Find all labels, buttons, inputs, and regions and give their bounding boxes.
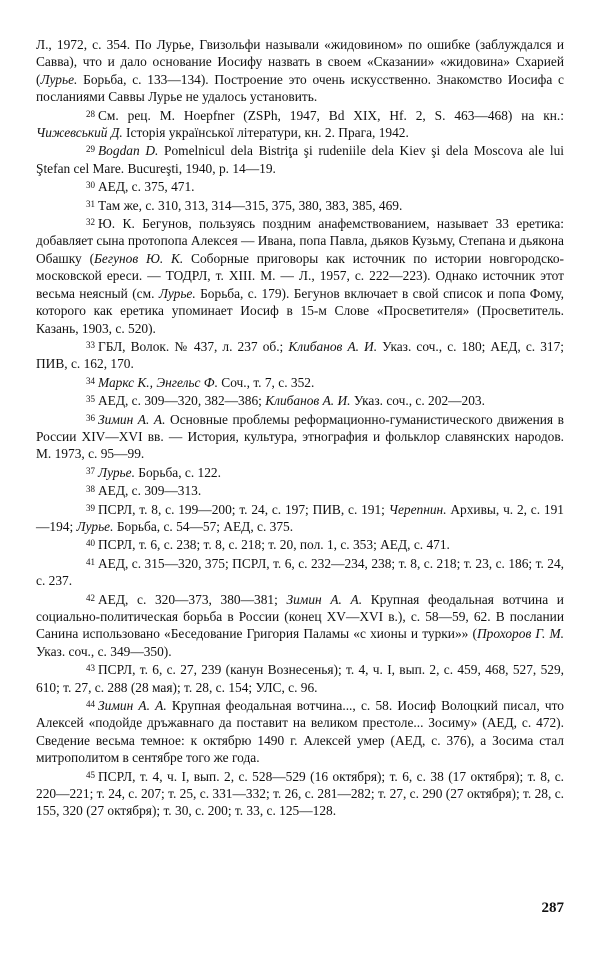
- footnote-34: [36, 373, 564, 391]
- footnote-30: [36, 177, 564, 195]
- text-run: ПСРЛ, т. 8, с. 199—200; т. 24, с. 197; ПИВ, с. 191;: [98, 501, 389, 517]
- italic-author: Черепнин.: [388, 501, 447, 517]
- footnote-40: [36, 535, 564, 553]
- footnote-45: [36, 767, 564, 820]
- footnote-38: [36, 481, 564, 499]
- text-run: АЕД, с. 315—320, 375; ПСРЛ, т. 6, с. 232—234, 238; т. 8, с. 218; т. 23, с. 186; т. 24, с. 237.: [36, 555, 564, 589]
- footnote-number: 34: [86, 375, 95, 386]
- text-run: Крупная феодальная вотчина..., с. 58. Иосиф Волоцкий писал, что Алексей «подойде дръжавнаго да поставит на великом престоле... Зосиму» (АЕД, с. 472). Сведение весьма темное: к октябрю 1490 г. Алексей умер (АЕД, с. 376), а Зосима стал митрополитом в сентябре того же года.: [36, 698, 564, 766]
- footnote-39: [36, 500, 564, 536]
- footnote-number: 35: [86, 394, 95, 405]
- text-run: ПСРЛ, т. 6, с. 238; т. 8, с. 218; т. 20, пол. 1, с. 353; АЕД, с. 471.: [98, 537, 450, 553]
- italic-author: Чижевський Д.: [36, 125, 123, 141]
- footnote-41: [36, 554, 564, 590]
- italic-author: Лурье.: [40, 71, 78, 87]
- text-run: Історія української літератури, кн. 2. Прага, 1942.: [122, 125, 409, 141]
- continuation-paragraph: [36, 36, 564, 106]
- footnote-number: 28: [86, 108, 95, 119]
- text-run: Основные проблемы реформационно-гуманистического движения в России XIV—XVI вв. — История, культура, этнография и фольклор славянских народов. М. 1973, с. 95—99.: [36, 411, 564, 462]
- footnote-number: 36: [86, 412, 95, 423]
- italic-author: Зимин А. А.: [286, 591, 363, 607]
- footnote-number: 40: [86, 538, 95, 549]
- text-run: Л., 1972, с. 354. По Лурье, Гвизольфи называли «жидовином» по ошибке (заблуждался и Савва), что и дало основание Иосифу назвать в своем «Сказании» «жидовина» Схарией (: [36, 37, 564, 87]
- text-run: Соборные приговоры как источник по истории новгородско-московской ереси. — ТОДРЛ, т. XIII. М. — Л., 1957, с. 222—223). Однако источник этот весьма неясный (см.: [36, 250, 564, 301]
- footnote-number: 39: [86, 502, 95, 513]
- text-run: Ю. К. Бегунов, пользуясь поздним анафемствованием, называет 33 еретика: добавляет сына протопопа Алексея — Ивана, попа Павла, дьяков Кузьму, Степана и дьякона Обашку (: [36, 216, 564, 266]
- italic-author: Bogdan D.: [98, 143, 159, 159]
- text-run: Крупная феодальная вотчина и социально-политическая борьба в России (конец XV—XVI в.), с. 58—59, 62. В послании Санина использовано «Беседование Григория Паламы «с хионы и турки»» (: [36, 591, 564, 642]
- text-run: Указ. соч., с. 180; АЕД, с. 317; ПИВ, с. 162, 170.: [36, 338, 565, 372]
- italic-author: Маркс К., Энгельс Ф.: [98, 374, 218, 390]
- italic-author: Бегунов Ю. К.: [94, 250, 184, 266]
- italic-author: Клибанов А. И.: [288, 338, 378, 354]
- text-run: Соч., т. 7, с. 352.: [217, 374, 315, 390]
- text-run: Борьба, с. 133—134). Построение это очень искусственно. Знакомство Иосифа с посланиями Саввы Лурье не удалось установить.: [36, 71, 564, 105]
- footnote-28: [36, 106, 564, 142]
- footnote-35: [36, 391, 564, 409]
- text-run: Указ. соч., с. 349—350).: [36, 643, 172, 659]
- footnote-number: 43: [86, 663, 95, 674]
- footnote-36: [36, 410, 564, 463]
- footnotes-list: [36, 106, 564, 820]
- text-run: АЕД, с. 320—373, 380—381;: [98, 591, 287, 607]
- footnote-number: 38: [86, 484, 95, 495]
- text-run: Архивы, ч. 2, с. 191—194;: [36, 501, 564, 534]
- footnote-number: 30: [86, 180, 95, 191]
- footnote-37: [36, 463, 564, 481]
- text-run: Указ. соч., с. 202—203.: [350, 393, 485, 409]
- text-run: Pomelnicul dela Bistriţa şi rudeniile dela Kiev şi dela Moscova ale lui Ştefan cel Mare. Bucureşti, 1940, p. 14—19.: [36, 143, 564, 176]
- text-run: Борьба, с. 122.: [134, 464, 221, 480]
- italic-author: Лурье.: [98, 464, 135, 480]
- italic-author: Прохоров Г. М.: [476, 626, 564, 642]
- footnote-29: [36, 141, 564, 177]
- footnote-number: 44: [86, 699, 95, 710]
- footnote-42: [36, 590, 564, 661]
- italic-author: Клибанов А. И.: [265, 393, 351, 409]
- footnote-32: [36, 214, 564, 337]
- text-run: Борьба, с. 179). Бегунов включает в свой список и попа Фому, которого как еретика упоминает Иосиф в 15-м Слове «Просветителя» (Просветитель. Казань, 1903, с. 520).: [36, 285, 564, 336]
- italic-author: Зимин А. А.: [98, 698, 167, 714]
- page-text: [36, 36, 564, 820]
- page-number: 287: [541, 900, 564, 916]
- text-run: АЕД, с. 375, 471.: [98, 179, 195, 195]
- text-run: Там же, с. 310, 313, 314—315, 375, 380, 383, 385, 469.: [98, 197, 403, 213]
- text-run: ПСРЛ, т. 4, ч. I, вып. 2, с. 528—529 (16 октября); т. 6, с. 38 (17 октября); т. 8, с. 220—221; т. 24, с. 207; т. 25, с. 331—332; т. 26, с. 281—282; т. 27, с. 290 (27 октября); т. 28, с. 155, 320 (27 октября); т. 30, с. 200; т. 33, с. 125—128.: [36, 768, 564, 819]
- text-run: ГБЛ, Волок. № 437, л. 237 об.;: [98, 338, 289, 354]
- footnote-44: [36, 696, 564, 767]
- footnote-number: 37: [86, 465, 95, 476]
- footnote-31: [36, 196, 564, 214]
- text-run: ПСРЛ, т. 6, с. 27, 239 (канун Вознесенья); т. 4, ч. I, вып. 2, с. 459, 468, 527, 529, 610; т. 27, с. 288 (28 мая); т. 28, с. 154; УЛС, с. 96.: [36, 662, 564, 695]
- footnote-number: 42: [86, 592, 95, 603]
- italic-author: Лурье.: [158, 285, 196, 301]
- text-run: Борьба, с. 54—57; АЕД, с. 375.: [113, 518, 294, 534]
- text-run: АЕД, с. 309—320, 382—386;: [98, 393, 266, 409]
- footnote-number: 29: [86, 144, 95, 155]
- footnote-number: 45: [86, 769, 95, 780]
- footnote-number: 41: [86, 556, 95, 567]
- text-run: См. рец. М. Hoepfner (ZSPh, 1947, Bd XIX, Hf. 2, S. 463—468) на кн.:: [98, 107, 564, 123]
- footnote-number: 31: [86, 198, 95, 209]
- text-run: АЕД, с. 309—313.: [98, 483, 202, 499]
- footnote-43: [36, 660, 564, 696]
- footnote-number: 33: [86, 339, 95, 350]
- italic-author: Зимин А. А.: [98, 411, 166, 427]
- italic-author: Лурье.: [76, 518, 114, 534]
- footnote-33: [36, 337, 564, 373]
- footnote-number: 32: [86, 217, 95, 228]
